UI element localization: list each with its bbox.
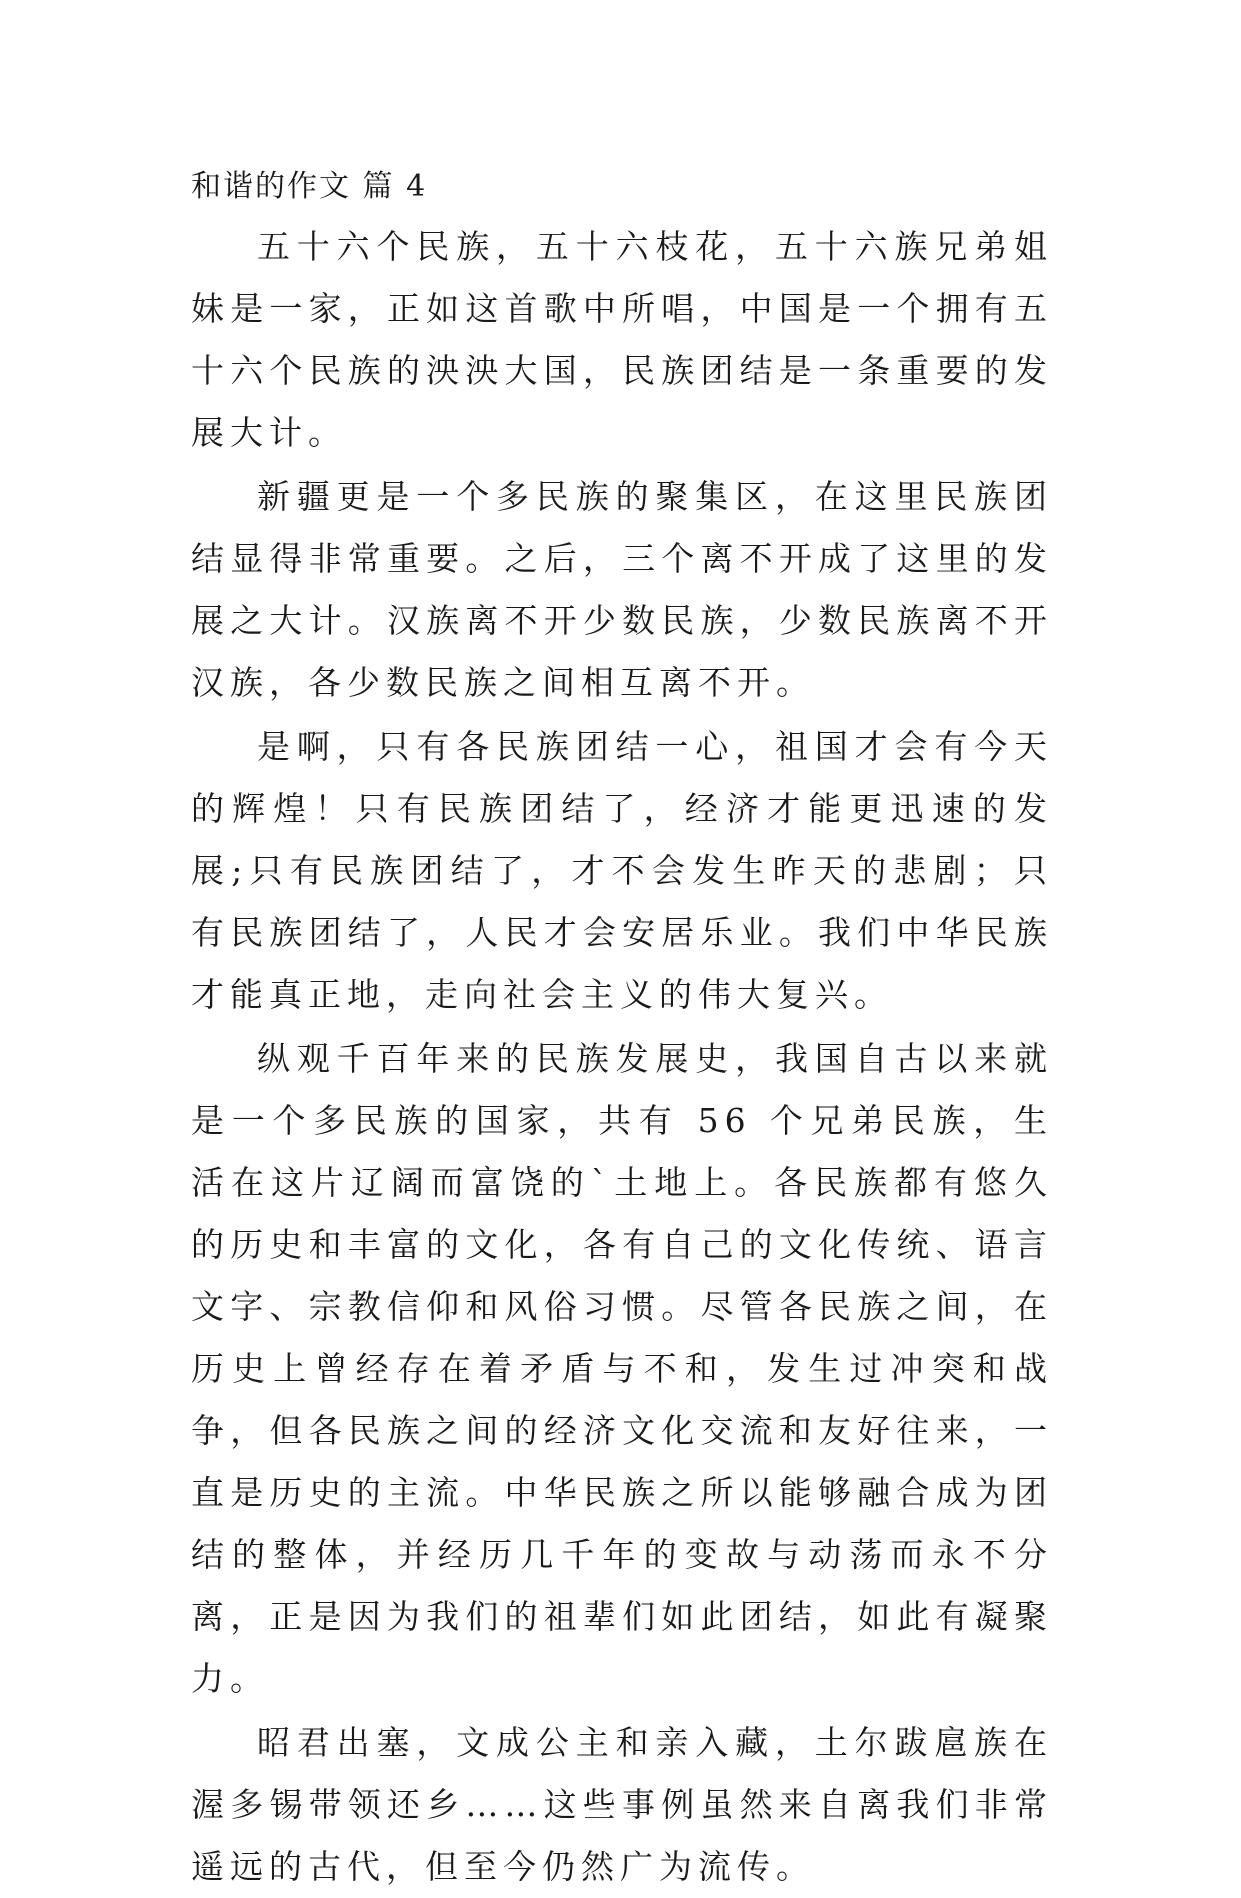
document-title: 和谐的作文 篇 4 [191,169,428,204]
paragraph-4: 纵观千百年来的民族发展史，我国自古以来就是一个多民族的国家，共有 56 个兄弟民族，生活在这片辽阔而富饶的`土地上。各民族都有悠久的历史和丰富的文化，各有自己的文化传统、语言文字、宗教信仰和风俗习惯。尽管各民族之间，在历史上曾经存在着矛盾与不和，发生过冲突和战争，但各民族之间的经济文化交流和友好往来，一直是历史的主流。中华民族之所以能够融合成为团结的整体，并经历几千年的变故与动荡而永不分离，正是因为我们的祖辈们如此团结，如此有凝聚力。 [191,1039,1053,1698]
paragraph-1: 五十六个民族，五十六枝花，五十六族兄弟姐妹是一家，正如这首歌中所唱，中国是一个拥有五十六个民族的泱泱大国，民族团结是一条重要的发展大计。 [191,227,1053,452]
paragraph-2: 新疆更是一个多民族的聚集区，在这里民族团结显得非常重要。之后，三个离不开成了这里的发展之大计。汉族离不开少数民族，少数民族离不开汉族，各少数民族之间相互离不开。 [191,477,1053,702]
document-body [191,160,1053,1898]
paragraph-5: 昭君出塞，文成公主和亲入藏，土尔跋扈族在渥多锡带领还乡……这些事例虽然来自离我们非常遥远的古代，但至今仍然广为流传。 [191,1723,1053,1886]
paragraph-3: 是啊，只有各民族团结一心，祖国才会有今天的辉煌！只有民族团结了，经济才能更迅速的发展;只有民族团结了，才不会发生昨天的悲剧；只有民族团结了，人民才会安居乐业。我们中华民族才能真正地，走向社会主义的伟大复兴。 [191,727,1053,1014]
